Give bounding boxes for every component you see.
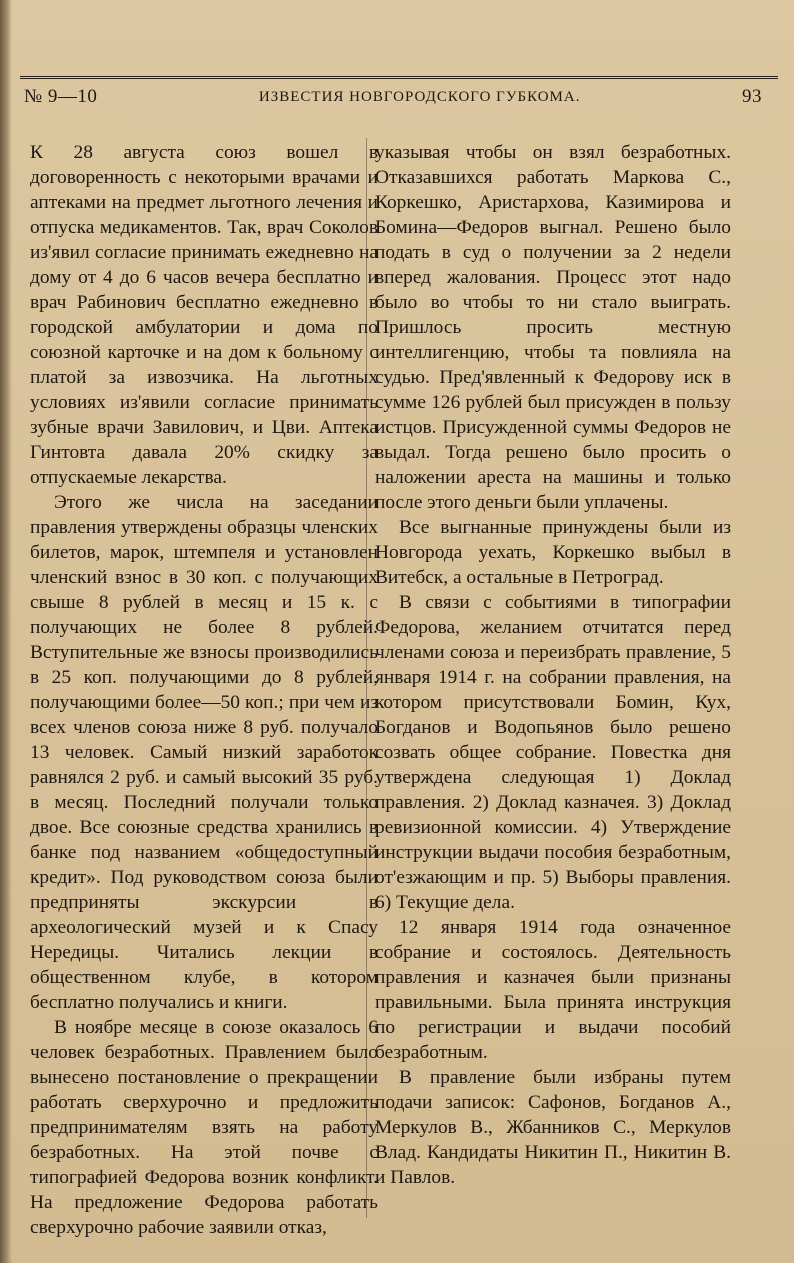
running-title: ИЗВЕСТИЯ НОВГОРОДСКОГО ГУБКОМА. — [258, 88, 581, 105]
paragraph: 12 января 1914 года означенное собрание и состоялось. Деятельность правления и казначея были признаны правильными. Была принята инструкция по регистрации и выдачи пособий безработным. — [375, 917, 731, 1063]
left-column — [30, 140, 378, 1240]
right-column — [375, 140, 731, 1190]
paragraph: указывая чтобы он взял безработных. Отказавшихся работать Маркова С., Коркешко, Аристархова, Казимирова и Бомина—Федоров выгнал. Решено было подать в суд о получении за 2 недели вперед жалования. Процесс этот надо было во чтобы то ни стало выиграть. Пришлось просить местную интеллигенцию, чтобы та повлияла на судью. Пред'явленный к Федорову иск в сумме 126 рублей был присужден в пользу истцов. Присужденной суммы Федоров не выдал. Тогда решено было просить о наложении ареста на машины и только после этого деньги были уплачены. — [375, 142, 731, 513]
paragraph: В связи с событиями в типографии Федорова, желанием отчитатся перед членами союза и переизбрать правление, 5 января 1914 г. на собрании правления, на котором присутствовали Бомин, Кух, Богданов и Водопьянов было решено созвать общее собрание. Повестка дня утверждена следующая 1) Доклад правления. 2) Доклад казначея. 3) Доклад ревизионной комиссии. 4) Утверждение инструкции выдачи пособия безработным, от'езжающим и пр. 5) Выборы правления. 6) Текущие дела. — [375, 592, 731, 913]
header-rule — [20, 76, 778, 79]
page-number: 93 — [741, 86, 762, 107]
paragraph: В ноябре месяце в союзе оказалось 6 человек безработных. Правлением было вынесено постановление о прекращении работать сверхурочно и предложить предпринимателям взять на работу безработных. На этой почве с типографией Федорова возник конфликт. На предложение Федорова работать сверхурочно рабочие заявили отказ, — [30, 1017, 378, 1238]
paragraph: В правление были избраны путем подачи записок: Сафонов, Богданов А., Меркулов В., Жбанников С., Меркулов Влад. Кандидаты Никитин П., Никитин В. и Павлов. — [375, 1067, 731, 1188]
column-divider — [366, 138, 367, 1218]
issue-number: № 9—10 — [24, 86, 98, 107]
paragraph: К 28 августа союз вошел в договоренность с некоторыми врачами и аптеками на предмет льготного лечения и отпуска медикаментов. Так, врач Соколов из'явил согласие принимать ежедневно на дому от 4 до 6 часов вечера бесплатно и врач Рабинович бесплатно ежедневно в городской амбулатории и дома по союзной карточке и на дом к больному с платой за извозчика. На льготных условиях из'явили согласие принимать зубные врачи Завилович, и Цви. Аптека Гинтовта давала 20% скидку за отпускаемые лекарства. — [30, 142, 378, 488]
paragraph: Все выгнанные принуждены были из Новгорода уехать, Коркешко выбыл в Витебск, а остальные в Петроград. — [375, 517, 731, 588]
paragraph: Этого же числа на заседании правления утверждены образцы членских билетов, марок, штемпеля и установлен членский взнос в 30 коп. с получающих свыше 8 рублей в месяц и 15 к. с получающих не более 8 рублей. Вступительные же взносы производились в 25 коп. получающими до 8 рублей, получающими более—50 коп.; при чем из всех членов союза ниже 8 руб. получало 13 человек. Самый низкий заработок равнялся 2 руб. и самый высокий 35 руб. в месяц. Последний получали только двое. Все союзные средства хранились в банке под названием «общедоступный кредит». Под руководством союза были предприняты экскурсии в археологический музей и к Спасу Нередицы. Читались лекции в общественном клубе, в котором бесплатно получались и книги. — [30, 492, 378, 1013]
book-spine-shadow — [0, 0, 12, 1263]
page-header — [24, 82, 762, 112]
